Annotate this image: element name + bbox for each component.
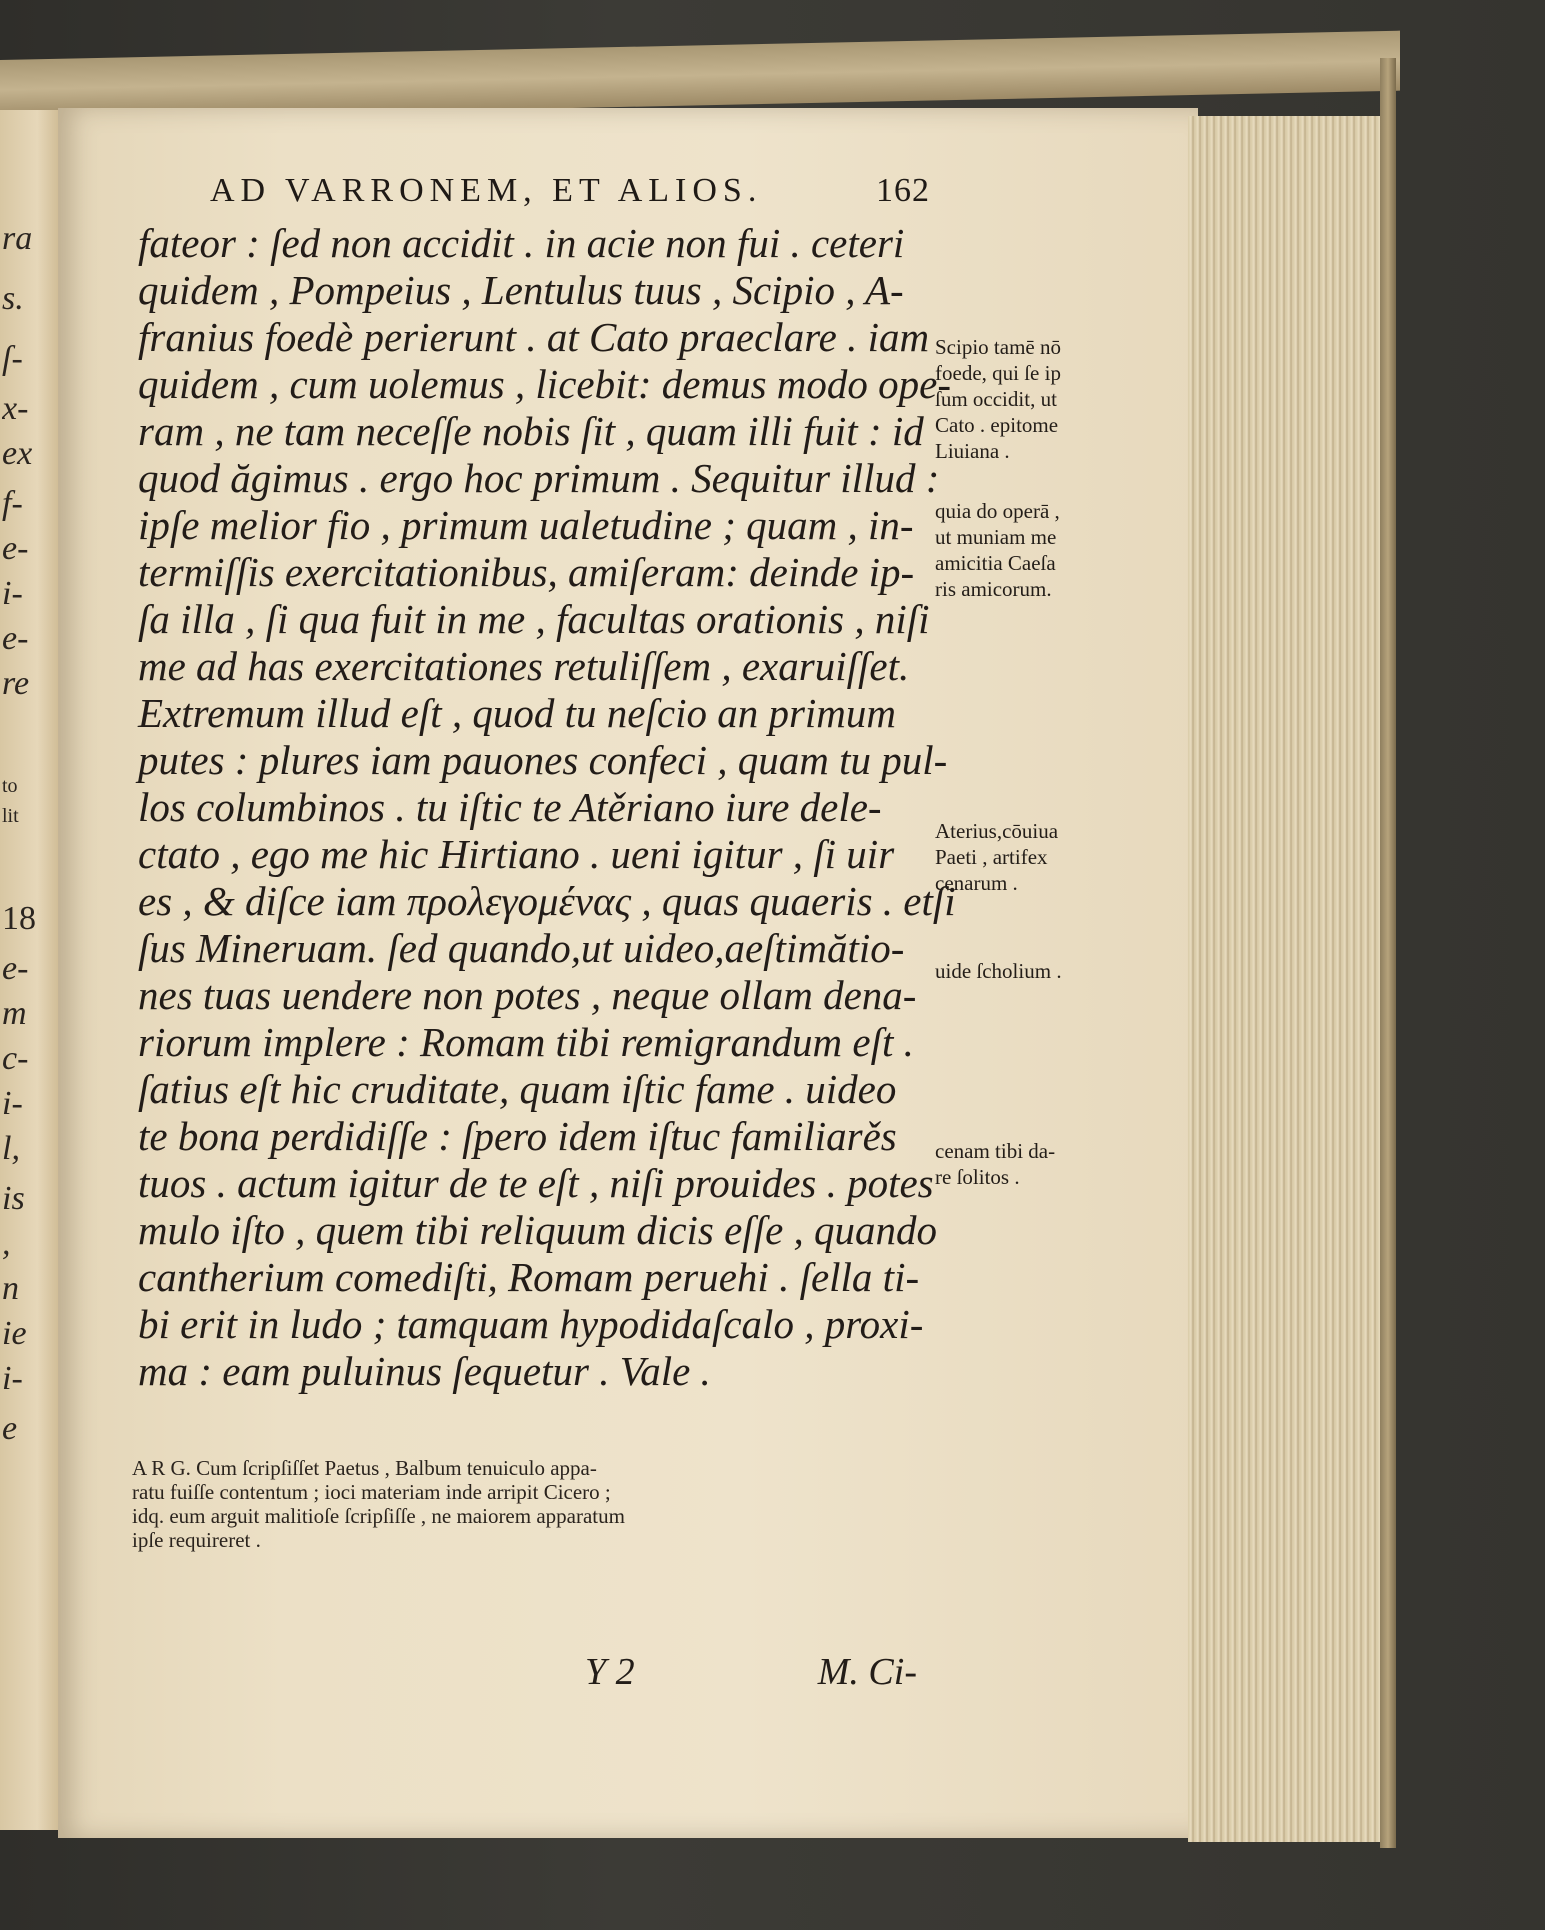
margin-note-line: quia do operā , bbox=[935, 499, 1060, 523]
margin-note-line: cenarum . bbox=[935, 871, 1018, 895]
facing-fragment: f- bbox=[2, 485, 23, 522]
facing-fragment: is bbox=[2, 1180, 25, 1217]
facing-fragment: ie bbox=[2, 1315, 27, 1352]
running-head-title: AD VARRONEM, ET ALIOS. bbox=[210, 172, 763, 209]
margin-note-line: re ſolitos . bbox=[935, 1165, 1020, 1189]
text-line: nes tuas uendere non potes , neque ollam dena- bbox=[138, 972, 917, 1018]
main-text bbox=[138, 220, 956, 1395]
book-cover-edge bbox=[1380, 58, 1396, 1848]
facing-fragment: ſ- bbox=[2, 340, 23, 377]
text-line: mulo iſto , quem tibi reliquum dicis eſſe , quando bbox=[138, 1207, 938, 1253]
facing-fragment: 18 bbox=[2, 900, 36, 937]
margin-note bbox=[935, 1138, 1145, 1190]
text-line: ctato , ego me hic Hirtiano . ueni igitur , ſi uir bbox=[138, 831, 895, 877]
margin-note-line: Aterius,cōuiua bbox=[935, 819, 1059, 843]
text-line: te bona perdidiſſe : ſpero idem iſtuc familiarěs bbox=[138, 1113, 897, 1159]
argument-line: ipſe requireret . bbox=[132, 1528, 261, 1552]
argument-line: ratu fuiſſe contentum ; ioci materiam inde arripit Cicero ; bbox=[132, 1480, 611, 1504]
margin-note-line: ſum occidit, ut bbox=[935, 387, 1057, 411]
margin-note-line: ut muniam me bbox=[935, 525, 1057, 549]
text-line: quidem , Pompeius , Lentulus tuus , Scipio , A- bbox=[138, 267, 904, 313]
signature-mark: Y 2 bbox=[585, 1651, 635, 1693]
facing-fragment: re bbox=[2, 665, 30, 702]
margin-note-line: amicitia Caeſa bbox=[935, 551, 1056, 575]
facing-fragment: x- bbox=[2, 390, 29, 427]
facing-fragment: n bbox=[2, 1270, 19, 1307]
text-line: ſatius eſt hic cruditate, quam iſtic fame . uideo bbox=[138, 1066, 897, 1112]
facing-fragment: ex bbox=[2, 435, 33, 472]
facing-fragment: e- bbox=[2, 620, 29, 657]
text-line: bi erit in ludo ; tamquam hypodidaſcalo , proxi- bbox=[138, 1301, 924, 1347]
text-line: putes : plures iam pauones confeci , quam tu pul- bbox=[138, 737, 948, 783]
catchword: M. Ci- bbox=[817, 1651, 917, 1693]
text-line: ipſe melior fio , primum ualetudine ; quam , in- bbox=[138, 502, 914, 548]
text-line: cantherium comediſti, Romam peruehi . ſella ti- bbox=[138, 1254, 920, 1300]
text-line: me ad has exercitationes retuliſſem , exaruiſſet. bbox=[138, 643, 910, 689]
facing-fragment: l, bbox=[2, 1130, 20, 1167]
margin-note bbox=[935, 818, 1145, 896]
facing-fragment: e bbox=[2, 1410, 18, 1447]
text-line: Extremum illud eſt , quod tu neſcio an primum bbox=[138, 690, 897, 736]
text-line: ram , ne tam neceſſe nobis ſit , quam illi fuit : id bbox=[138, 408, 924, 454]
page-footer bbox=[585, 1650, 925, 1704]
facing-fragment: c- bbox=[2, 1040, 29, 1077]
margin-note bbox=[935, 958, 1145, 984]
text-line: termiſſis exercitationibus, amiſeram: deinde ip- bbox=[138, 549, 915, 595]
facing-fragment: i- bbox=[2, 1085, 23, 1122]
margin-note bbox=[935, 498, 1145, 602]
text-line: riorum implere : Romam tibi remigrandum eſt . bbox=[138, 1019, 914, 1065]
text-line: quidem , cum uolemus , licebit: demus modo ope- bbox=[138, 361, 951, 407]
text-line: tuos . actum igitur de te eſt , niſi prouides . potes bbox=[138, 1160, 934, 1206]
margin-note-line: Scipio tamē nō bbox=[935, 335, 1061, 359]
margin-note bbox=[935, 334, 1145, 464]
facing-fragment: lit bbox=[2, 805, 19, 827]
text-line: es , & diſce iam προλεγομένας , quas quaeris . etſi bbox=[138, 878, 956, 924]
margin-note-line: foede, qui ſe ip bbox=[935, 361, 1061, 385]
facing-fragment: m bbox=[2, 995, 27, 1032]
argument-paragraph bbox=[132, 1456, 922, 1552]
page-number: 162 bbox=[876, 172, 930, 209]
facing-fragment: to bbox=[2, 775, 18, 797]
text-line: los columbinos . tu iſtic te Atěriano iure dele- bbox=[138, 784, 882, 830]
text-line: ſus Mineruam. ſed quando,ut uideo,aeſtimătio- bbox=[138, 925, 905, 971]
facing-page bbox=[0, 110, 62, 1830]
facing-fragment: ra bbox=[2, 220, 33, 257]
margin-note-line: Cato . epitome bbox=[935, 413, 1059, 437]
argument-line: idq. eum arguit malitioſe ſcripſiſſe , ne maiorem apparatum bbox=[132, 1504, 625, 1528]
page-block-edges bbox=[1188, 116, 1384, 1842]
facing-fragment: i- bbox=[2, 575, 23, 612]
argument-line: A R G. Cum ſcripſiſſet Paetus , Balbum tenuiculo appa- bbox=[132, 1456, 597, 1480]
text-line: quod ăgimus . ergo hoc primum . Sequitur illud : bbox=[138, 455, 940, 501]
text-line: fateor : ſed non accidit . in acie non fui . ceteri bbox=[138, 220, 905, 266]
margin-note-line: ris amicorum. bbox=[935, 577, 1052, 601]
text-line: franius foedè perierunt . at Cato praeclare . iam bbox=[138, 314, 930, 360]
margin-note-line: Paeti , artifex bbox=[935, 845, 1048, 869]
facing-fragment: e- bbox=[2, 530, 29, 567]
margin-note-line: cenam tibi da- bbox=[935, 1139, 1056, 1163]
margin-note-line: uide ſcholium . bbox=[935, 959, 1062, 983]
facing-fragment: e- bbox=[2, 950, 29, 987]
facing-fragment: , bbox=[2, 1225, 11, 1262]
text-line: ma : eam puluinus ſequetur . Vale . bbox=[138, 1348, 711, 1394]
text-line: ſa illa , ſi qua fuit in me , facultas orationis , niſi bbox=[138, 596, 930, 642]
facing-fragment: s. bbox=[2, 280, 24, 317]
margin-note-line: Liuiana . bbox=[935, 439, 1010, 463]
facing-fragment: i- bbox=[2, 1360, 23, 1397]
